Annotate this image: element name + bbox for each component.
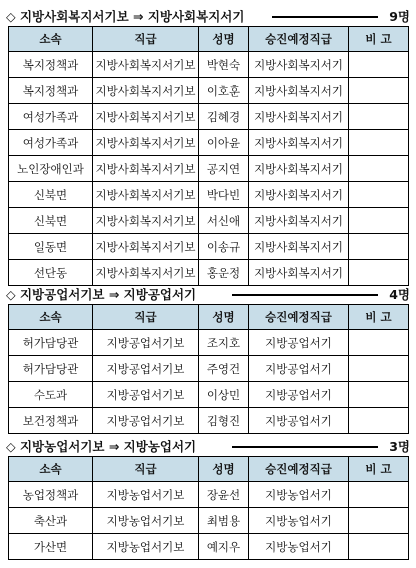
table-cell: 지방사회복지서기보 [93,182,199,208]
table-cell: 지방사회복지서기 [249,52,349,78]
column-header: 비 고 [349,27,409,52]
table-cell: 조지호 [199,330,249,356]
section-rule [232,446,378,448]
table-cell: 지방사회복지서기보 [93,260,199,286]
header-row [9,457,409,482]
table-cell [349,130,409,156]
table-cell: 지방사회복지서기 [249,130,349,156]
section-rule [272,16,378,18]
table-cell: 지방공업서기보 [93,330,199,356]
section-count: 4명 [389,287,410,302]
section-count: 3명 [389,439,410,454]
section-rule [232,294,378,296]
table-cell: 예지우 [199,534,249,560]
table-row [9,52,409,78]
table-cell: 지방사회복지서기보 [93,78,199,104]
table-cell: 서신애 [199,208,249,234]
table-cell: 지방농업서기 [249,534,349,560]
section-title: ◇ 지방공업서기보 ⇒ 지방공업서기 [6,287,197,302]
table-cell [349,382,409,408]
section-3 [4,434,412,560]
table-cell: 지방사회복지서기보 [93,208,199,234]
table-cell: 지방사회복지서기보 [93,52,199,78]
table-row [9,234,409,260]
table-cell: 노인장애인과 [9,156,93,182]
table-row [9,130,409,156]
table-cell: 이아윤 [199,130,249,156]
table-cell [349,482,409,508]
table-cell [349,234,409,260]
table-row [9,508,409,534]
table-cell: 이송규 [199,234,249,260]
table-cell: 이상민 [199,382,249,408]
table-cell: 지방공업서기보 [93,356,199,382]
table-cell [349,52,409,78]
table-cell: 복지정책과 [9,78,93,104]
table-cell: 최범용 [199,508,249,534]
table-cell: 지방공업서기 [249,408,349,434]
table-cell: 지방사회복지서기보 [93,234,199,260]
column-header: 비 고 [349,457,409,482]
column-header: 소속 [9,27,93,52]
column-header: 직급 [93,305,199,330]
table-cell: 지방공업서기 [249,330,349,356]
table-row [9,208,409,234]
promotion-table [8,304,409,434]
table-row [9,356,409,382]
table-cell [349,104,409,130]
section-heading [4,434,412,456]
column-header: 비 고 [349,305,409,330]
table-cell [349,534,409,560]
table-cell [349,208,409,234]
column-header: 직급 [93,27,199,52]
table-cell: 홍운정 [199,260,249,286]
header-row [9,305,409,330]
table-cell [349,182,409,208]
table-cell: 여성가족과 [9,104,93,130]
table-cell [349,78,409,104]
table-cell [349,356,409,382]
table-cell: 장윤선 [199,482,249,508]
table-cell: 지방사회복지서기보 [93,130,199,156]
table-row [9,104,409,130]
table-row [9,78,409,104]
table-cell: 지방농업서기보 [93,508,199,534]
column-header: 성명 [199,27,249,52]
table-cell: 김혜경 [199,104,249,130]
table-cell: 지방농업서기 [249,482,349,508]
section-title: ◇ 지방사회복지서기보 ⇒ 지방사회복지서기 [6,9,245,24]
table-cell: 선단동 [9,260,93,286]
table-cell: 보건정책과 [9,408,93,434]
table-cell: 신북면 [9,182,93,208]
promotion-table [8,26,409,286]
column-header: 소속 [9,457,93,482]
table-cell: 허가담당관 [9,330,93,356]
table-cell: 지방사회복지서기 [249,104,349,130]
table-cell: 박현숙 [199,52,249,78]
column-header: 승진예정직급 [249,457,349,482]
table-row [9,534,409,560]
table-cell [349,330,409,356]
column-header: 성명 [199,457,249,482]
table-cell: 지방농업서기 [249,508,349,534]
section-heading [4,4,412,26]
table-cell: 지방공업서기보 [93,382,199,408]
section-2 [4,282,412,434]
table-cell: 지방사회복지서기 [249,260,349,286]
table-cell: 지방농업서기보 [93,482,199,508]
table-row [9,156,409,182]
table-cell: 수도과 [9,382,93,408]
table-cell: 가산면 [9,534,93,560]
section-title: ◇ 지방농업서기보 ⇒ 지방농업서기 [6,439,197,454]
table-row [9,482,409,508]
table-cell: 박다빈 [199,182,249,208]
table-cell: 지방사회복지서기 [249,156,349,182]
table-row [9,330,409,356]
table-cell: 지방사회복지서기 [249,208,349,234]
table-cell: 지방사회복지서기보 [93,156,199,182]
table-cell [349,156,409,182]
table-cell: 지방사회복지서기 [249,78,349,104]
column-header: 성명 [199,305,249,330]
table-cell [349,508,409,534]
table-cell: 지방공업서기 [249,356,349,382]
section-1 [4,4,412,286]
header-row [9,27,409,52]
table-row [9,182,409,208]
table-cell: 지방사회복지서기 [249,234,349,260]
table-row [9,408,409,434]
column-header: 승진예정직급 [249,305,349,330]
section-heading [4,282,412,304]
table-cell: 여성가족과 [9,130,93,156]
promotion-table [8,456,409,560]
column-header: 직급 [93,457,199,482]
table-cell: 일동면 [9,234,93,260]
column-header: 소속 [9,305,93,330]
section-count: 9명 [389,9,410,24]
table-cell: 복지정책과 [9,52,93,78]
table-cell: 지방공업서기 [249,382,349,408]
table-cell: 지방농업서기보 [93,534,199,560]
table-cell: 농업정책과 [9,482,93,508]
table-row [9,382,409,408]
table-cell: 김형진 [199,408,249,434]
table-cell: 지방사회복지서기 [249,182,349,208]
table-cell: 허가담당관 [9,356,93,382]
table-cell: 축산과 [9,508,93,534]
table-cell: 지방사회복지서기보 [93,104,199,130]
table-cell: 신북면 [9,208,93,234]
table-cell: 공지연 [199,156,249,182]
table-cell: 지방공업서기보 [93,408,199,434]
column-header: 승진예정직급 [249,27,349,52]
table-cell [349,408,409,434]
table-cell: 이호훈 [199,78,249,104]
table-cell: 주영건 [199,356,249,382]
